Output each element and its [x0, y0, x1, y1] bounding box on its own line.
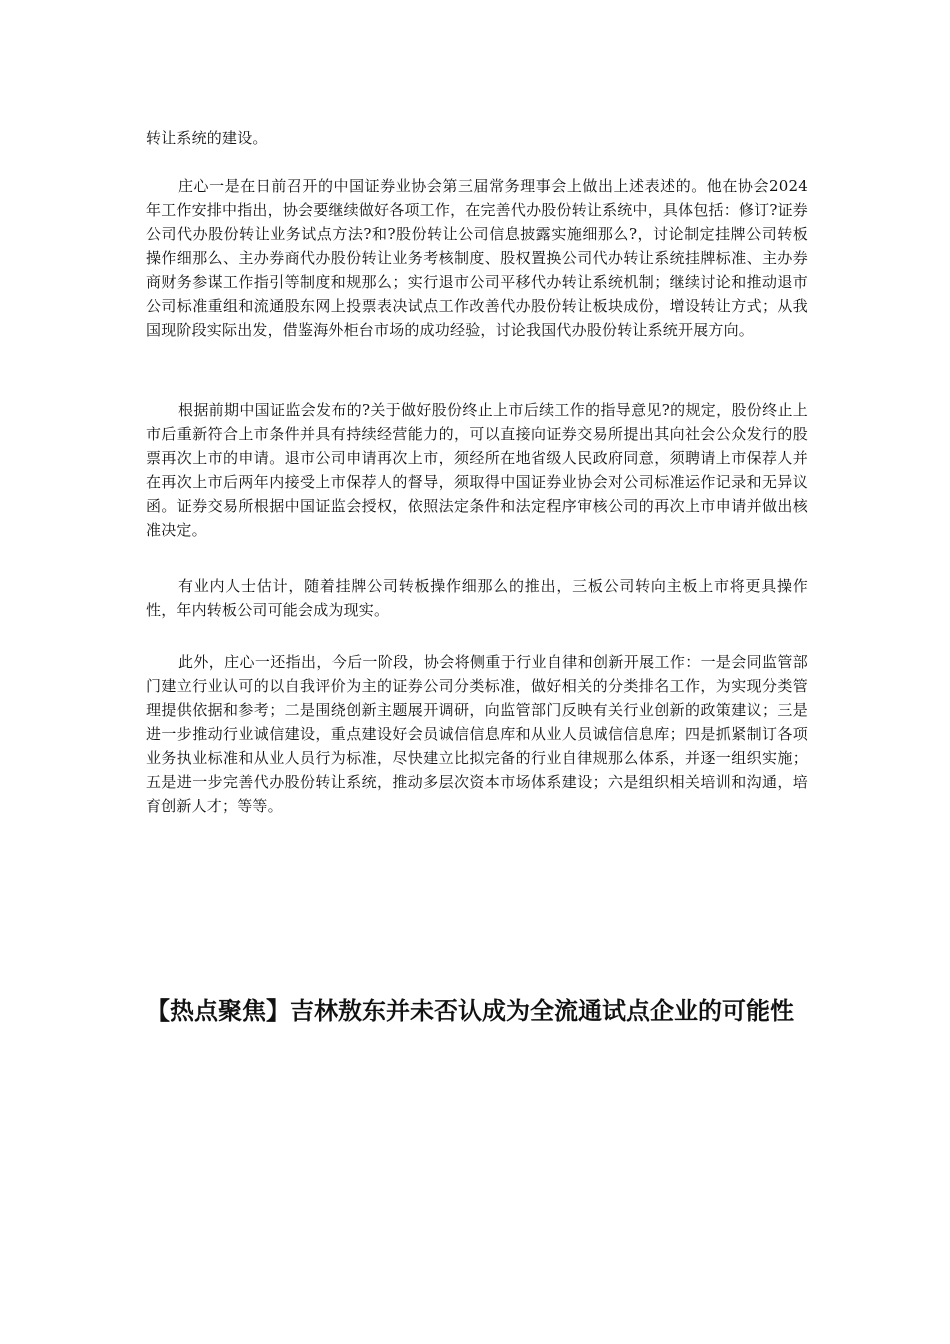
body-paragraph-2: 根据前期中国证监会发布的?关于做好股份终止上市后续工作的指导意见?的规定，股份终止上市后重新符合上市条件并具有持续经营能力的，可以直接向证券交易所提出其向社会公众发行的股票再次上市的申请。退市公司申请再次上市，须经所在地省级人民政府同意，须聘请上市保荐人并在再次上市后两年内接受上市保荐人的督导，须取得中国证券业协会对公司标准运作记录和无异议函。证券交易所根据中国证监会授权，依照法定条件和法定程序审核公司的再次上市申请并做出核准决定。	[146, 401, 808, 539]
body-paragraph-1: 庄心一是在日前召开的中国证券业协会第三届常务理事会上做出上述表述的。他在协会2024年工作安排中指出，协会要继续做好各项工作，在完善代办股份转让系统中，具体包括：修订?证券公司代办股份转让业务试点方法?和?股份转让公司信息披露实施细那么?，讨论制定挂牌公司转板操作细那么、主办券商代办股份转让业务考核制度、股权置换公司代办转让系统挂牌标准、主办券商财务参谋工作指引等制度和规那么；实行退市公司平移代办转让系统机制；继续讨论和推动退市公司标准重组和流通股东网上投票表决试点工作改善代办股份转让板块成份，增设转让方式；从我国现阶段实际出发，借鉴海外柜台市场的成功经验，讨论我国代办股份转让系统开展方向。	[146, 177, 808, 339]
body-paragraph-3: 有业内人士估计，随着挂牌公司转板操作细那么的推出，三板公司转向主板上市将更具操作性，年内转板公司可能会成为现实。	[146, 577, 808, 619]
section-heading: 【热点聚焦】吉林敖东并未否认成为全流通试点企业的可能性	[146, 997, 794, 1025]
body-paragraph-4: 此外，庄心一还指出，今后一阶段，协会将侧重于行业自律和创新开展工作：一是会同监管部门建立行业认可的以自我评价为主的证券公司分类标准，做好相关的分类排名工作，为实现分类管理提供依据和参考；二是围绕创新主题展开调研，向监管部门反映有关行业创新的政策建议；三是进一步推动行业诚信建设，重点建设好会员诚信信息库和从业人员诚信信息库；四是抓紧制订各项业务执业标准和从业人员行为标准，尽快建立比拟完备的行业自律规那么体系，并逐一组织实施；五是进一步完善代办股份转让系统，推动多层次资本市场体系建设；六是组织相关培训和沟通，培育创新人才；等等。	[146, 653, 808, 815]
continuation-paragraph: 转让系统的建设。	[146, 129, 268, 147]
